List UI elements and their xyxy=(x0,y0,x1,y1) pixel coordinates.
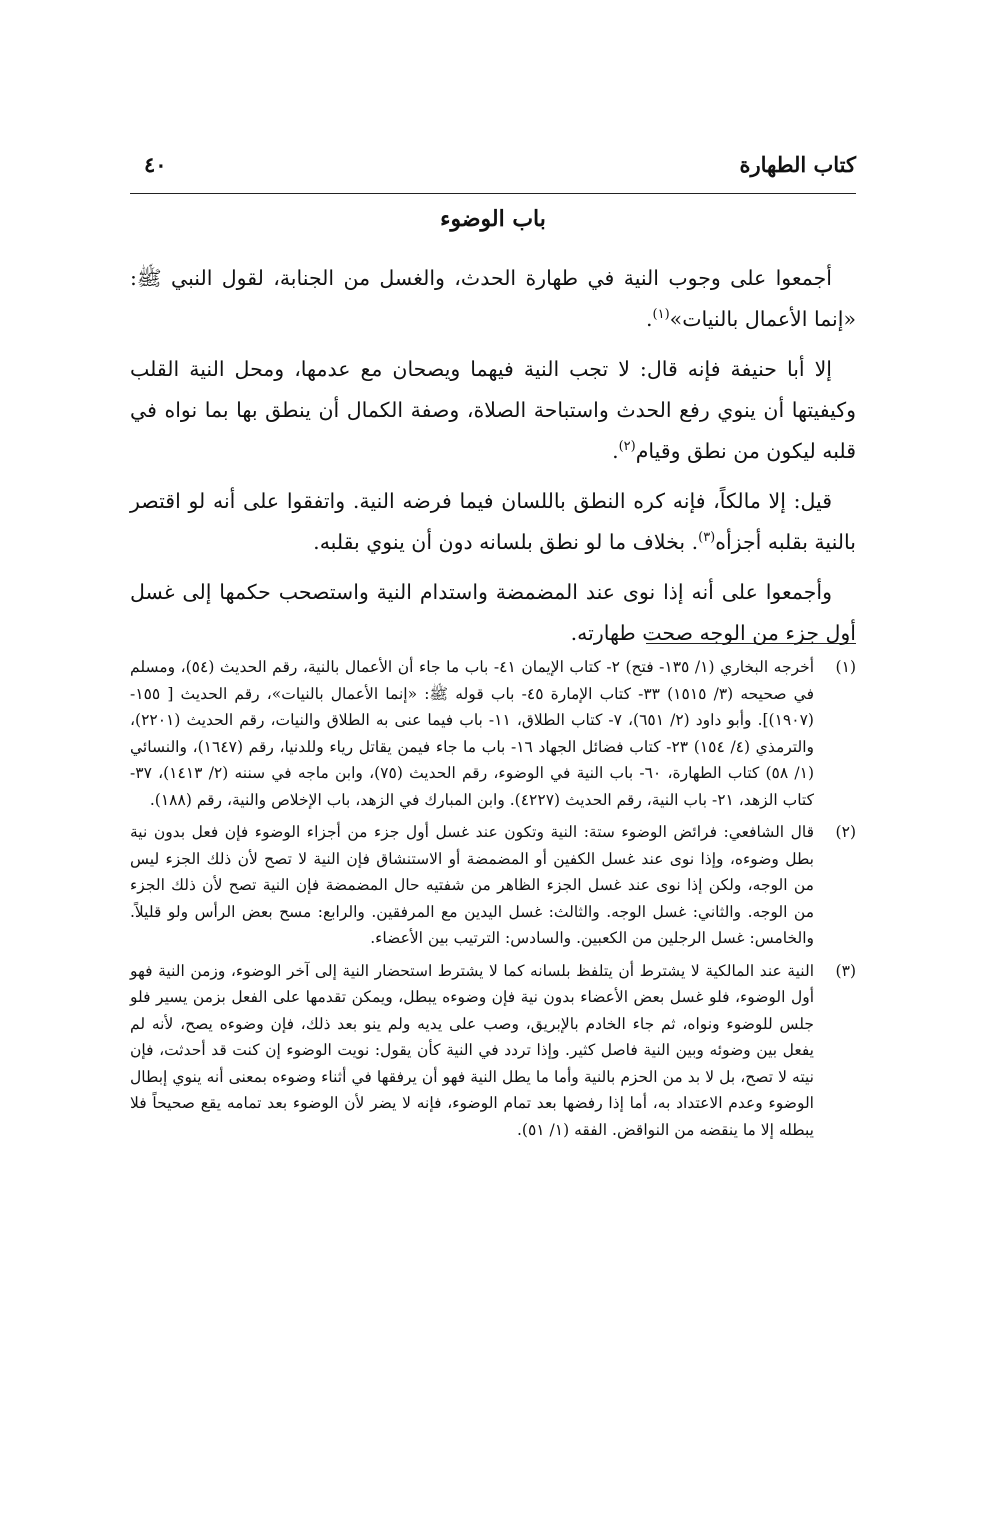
page-number: ٤٠ xyxy=(144,152,167,177)
footnote-ref-2: (٢) xyxy=(618,439,636,455)
paragraph-text: أجمعوا على وجوب النية في طهارة الحدث، والغسل من الجنابة، لقول النبي ﷺ: «إنما الأعمال بالنيات» xyxy=(130,266,856,331)
running-header xyxy=(130,150,856,194)
footnote-ref-1: (١) xyxy=(652,307,670,323)
chapter-title: باب الوضوء xyxy=(440,206,546,232)
paragraph-3 xyxy=(130,481,856,563)
paragraph-2 xyxy=(130,349,856,472)
footnote-text: قال الشافعي: فرائض الوضوء ستة: النية وتكون عند غسل أول جزء من أجزاء الوضوء فإن فعل بدون نية بطل وضوءه، وإذا نوى عند غسل الكفين أو المضمضة أو الاستنشاق فإن النية لا تصح لأن ذلك الجزء ليس من الوجه، ولكن إذا نوى عند غسل الجزء الظاهر من شفتيه حال المضمضة فإن النية تصح لأن ذلك الجزء من الوجه. والثاني: غسل الوجه. والثالث: غسل اليدين مع المرفقين. والرابع: مسح بعض الرأس ولو قليلاً. والخامس: غسل الرجلين من الكعبين. والسادس: الترتيب بين الأعضاء. xyxy=(130,823,814,947)
footnote-number: (١) xyxy=(835,658,856,676)
punctuation: . xyxy=(612,439,619,463)
footnotes xyxy=(130,654,856,1149)
header-rule xyxy=(130,193,856,194)
footnote-text: أخرجه البخاري (١/ ١٣٥- فتح) ٢- كتاب الإيمان ٤١- باب ما جاء أن الأعمال بالنية، رقم الحديث (٥٤)، ومسلم في صحيحه (٣/ ١٥١٥) ٣٣- كتاب الإمارة ٤٥- باب قوله ﷺ: «إنما الأعمال بالنيات»، رقم الحديث [ ١٥٥- (١٩٠٧)]. وأبو داود (٢/ ٦٥١)، ٧- كتاب الطلاق، ١١- باب فيما عنى به الطلاق والنيات، رقم الحديث (٢٢٠١)، والترمذي (٤/ ١٥٤) ٢٣- كتاب فضائل الجهاد ١٦- باب ما جاء فيمن يقاتل رياء وللدنيا، رقم (١٦٤٧)، والنسائي (١/ ٥٨) كتاب الطهارة، ٦٠- باب النية في الوضوء، رقم الحديث (٧٥)، وابن ماجه في سننه (٢/ ١٤١٣)، ٣٧- كتاب الزهد، ٢١- باب النية، رقم الحديث (٤٢٢٧). وابن المبارك في الزهد، باب الإخلاص والنية، رقم (١٨٨). xyxy=(130,658,815,809)
footnote-number: (٢) xyxy=(835,823,856,841)
punctuation: . xyxy=(645,307,653,331)
footnote-1 xyxy=(130,654,856,813)
footnote-text: النية عند المالكية لا يشترط أن يتلفظ بلسانه كما لا يشترط استحضار النية إلى آخر الوضوء، وزمن النية فهو أول الوضوء، فلو غسل بعض الأعضاء بدون نية فإن وضوءه يبطل، ويمكن تقدمها على الفعل بزمن يسير فلو جلس للوضوء ونواه، ثم جاء الخادم بالإبريق، وصب على يديه ولم ينو بعد ذلك، فإن وضوءه يصح، لأنه لم يفعل بين وضوئه وبين النية فاصل كثير. وإذا تردد في النية كأن يقول: نويت الوضوء إن كنت قد أحدثت، فإن نيته لا تصح، بل لا بد من الحزم بالنية وأما ما يطل النية فهو أن يرفقها في أثناء وضوءه بمعنى أنه ينوي إبطال الوضوء وعدم الاعتداد به، أما إذا رفضها بعد تمام الوضوء، فإنه لا يضر لأن الوضوء بعد تمامه يقع صحيحاً فلا يبطله إلا ما ينقضه من النواقض. الفقه (١/ ٥١). xyxy=(130,961,814,1139)
paragraph-text: قيل: إلا مالكاً، فإنه كره النطق باللسان فيما فرضه النية. واتفقوا على أنه لو اقتصر بالنية بقلبه أجزأه xyxy=(130,489,856,554)
paragraph-text: وأجمعوا على أنه إذا نوى عند المضمضة واستدام النية واستصحب حكمها إلى غسل أول جزء من الوجه صحت طهارته. xyxy=(130,580,856,645)
footnote-number: (٣) xyxy=(835,961,856,980)
footnote-2 xyxy=(130,819,856,952)
footnote-separator xyxy=(646,643,856,644)
main-text xyxy=(130,258,856,663)
footnote-3 xyxy=(130,958,856,1144)
paragraph-4 xyxy=(130,572,856,654)
book-title: كتاب الطهارة xyxy=(739,152,856,177)
paragraph-text: إلا أبا حنيفة فإنه قال: لا تجب النية فيهما ويصحان مع عدمها، ومحل النية القلب وكيفيتها أن ينوي رفع الحدث واستباحة الصلاة، وصفة الكمال أن ينطق بها بما نواه في قلبه ليكون من نطق وقيام xyxy=(130,357,856,463)
footnote-ref-3: (٣) xyxy=(698,530,716,546)
paragraph-1 xyxy=(130,258,856,340)
punctuation: . xyxy=(691,530,699,554)
paragraph-text: بخلاف ما لو نطق بلسانه دون أن ينوي بقلبه. xyxy=(313,530,686,554)
